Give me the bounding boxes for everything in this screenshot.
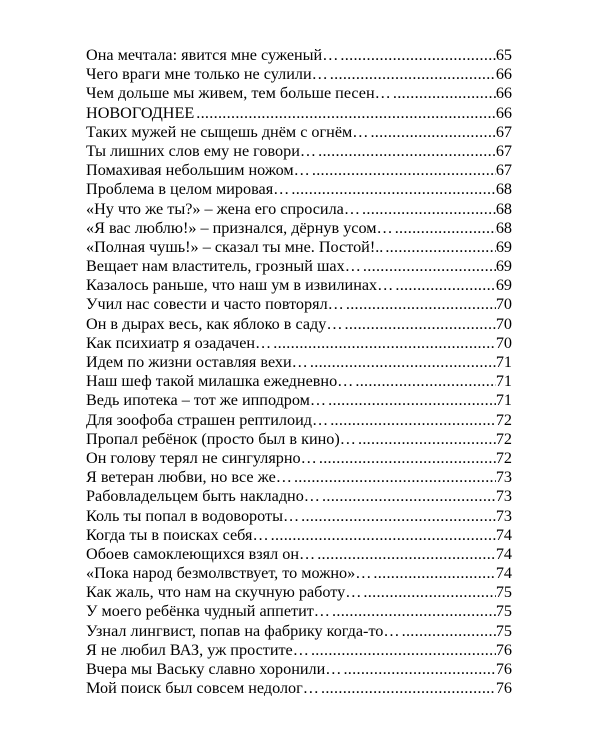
toc-entry-page-number: 66 (495, 84, 512, 103)
toc-entry-page-number: 74 (495, 564, 512, 583)
toc-entry (86, 430, 512, 449)
toc-dot-leader (346, 295, 496, 314)
toc-entry-page-number: 66 (495, 65, 512, 84)
toc-entry-title: Наш шеф такой милашка ежедневно… (86, 372, 354, 391)
toc-entry (86, 679, 512, 698)
toc-entry-page-number: 73 (495, 487, 512, 506)
toc-entry-page-number: 75 (495, 583, 512, 602)
toc-dot-leader (291, 180, 495, 199)
toc-entry (86, 526, 512, 545)
toc-dot-leader (271, 526, 496, 545)
toc-entry-page-number: 66 (495, 103, 512, 122)
toc-entry-title: Для зоофоба страшен рептилоид… (86, 410, 329, 429)
toc-dot-leader (373, 564, 495, 583)
toc-entry-title: Вчера мы Ваську славно хоронили… (86, 660, 342, 678)
toc-dot-leader (395, 219, 496, 238)
toc-dot-leader (363, 583, 495, 602)
toc-entry-page-number: 69 (495, 276, 512, 295)
toc-entry-page-number: 74 (495, 525, 512, 544)
toc-entry-title: Идем по жизни оставляя вехи… (86, 353, 308, 371)
toc-entry (86, 353, 512, 372)
toc-entry-title: Узнал лингвист, попав на фабрику когда-то… (86, 621, 400, 640)
toc-entry (86, 238, 512, 257)
toc-entry-page-number: 73 (495, 506, 512, 525)
toc-entry (86, 276, 512, 295)
toc-entry-page-number: 69 (495, 237, 512, 256)
toc-entry-title: Помахивая небольшим ножом… (86, 161, 310, 180)
toc-entry-title: Обоев самоклеющихся взял он… (86, 544, 316, 563)
toc-entry-title: Таких мужей не сыщешь днём с огнём… (86, 122, 369, 141)
toc-entry-title: Я ветеран любви, но все же… (86, 468, 292, 487)
toc-dot-leader (273, 334, 496, 353)
toc-dot-leader (395, 276, 495, 295)
toc-dot-leader (317, 545, 496, 564)
toc-entry-page-number: 76 (495, 679, 512, 698)
toc-entry-page-number: 68 (495, 199, 512, 218)
toc-entry (86, 545, 512, 564)
toc-entry-title: «Я вас люблю!» – признался, дёрнув усом… (86, 218, 393, 237)
toc-entry-page-number: 74 (495, 544, 512, 563)
toc-dot-leader (330, 65, 496, 84)
toc-entry-title: Как психиатр я озадачен… (86, 333, 272, 352)
toc-entry (86, 180, 512, 199)
toc-entry-title: Когда ты в поисках себя… (86, 525, 269, 544)
toc-entry (86, 142, 512, 161)
toc-entry (86, 449, 512, 468)
toc-entry-title: Вещает нам властитель, грозный шах… (86, 257, 361, 276)
toc-entry-page-number: 72 (495, 448, 512, 467)
toc-dot-leader (319, 449, 496, 468)
toc-entry (86, 65, 512, 84)
toc-entry (86, 468, 512, 487)
toc-dot-leader (332, 602, 496, 621)
toc-dot-leader (318, 142, 496, 161)
toc-entry (86, 46, 512, 65)
toc-entry-page-number: 68 (495, 180, 512, 199)
toc-entry-title: Казалось раньше, что наш ум в извилинах… (86, 276, 394, 295)
toc-entry (86, 84, 512, 103)
toc-entry-title: «Пока народ безмолвствует, то можно»… (86, 564, 372, 583)
toc-entry (86, 161, 512, 180)
toc-entry (86, 622, 512, 641)
toc-entry (86, 295, 512, 314)
toc-entry (86, 200, 512, 219)
toc-dot-leader (340, 46, 495, 65)
toc-entry-title: Коль ты попал в водовороты… (86, 506, 300, 525)
toc-entry-page-number: 70 (495, 295, 512, 314)
toc-entry (86, 660, 512, 679)
toc-entry-page-number: 71 (495, 372, 512, 391)
toc-entry (86, 564, 512, 583)
toc-dot-leader (312, 161, 496, 180)
toc-dot-leader (362, 200, 496, 219)
toc-entry (86, 487, 512, 506)
toc-entry-page-number: 69 (495, 257, 512, 276)
toc-dot-leader (343, 660, 495, 679)
toc-entry-title: Рабовладельцем быть накладно… (86, 487, 320, 506)
toc-entry (86, 641, 512, 660)
toc-dot-leader (328, 391, 496, 410)
toc-entry (86, 257, 512, 276)
toc-entry-page-number: 76 (495, 640, 512, 659)
toc-entry (86, 219, 512, 238)
toc-dot-leader (393, 84, 496, 103)
toc-dot-leader (330, 411, 496, 430)
toc-entry-title: Чем дольше мы живем, тем больше песен… (86, 84, 391, 103)
toc-entry-page-number: 67 (495, 122, 512, 141)
toc-entry-page-number: 67 (495, 161, 512, 180)
toc-entry (86, 334, 512, 353)
table-of-contents (86, 46, 512, 698)
toc-entry (86, 372, 512, 391)
toc-entry-title: Как жаль, что нам на скучную работу… (86, 583, 362, 602)
toc-entry-title: НОВОГОДНЕЕ (86, 103, 195, 122)
toc-dot-leader (385, 238, 495, 257)
toc-dot-leader (355, 372, 495, 391)
toc-entry-page-number: 76 (495, 660, 512, 678)
toc-entry (86, 583, 512, 602)
toc-entry-title: Он голову терял не сингулярно… (86, 448, 317, 467)
toc-entry-title: «Ну что же ты?» – жена его спросила… (86, 199, 361, 218)
toc-dot-leader (196, 104, 496, 123)
toc-dot-leader (310, 353, 496, 372)
toc-entry-title: Учил нас совести и часто повторял… (86, 295, 344, 314)
toc-entry-page-number: 65 (495, 46, 512, 64)
toc-dot-leader (363, 257, 496, 276)
toc-entry-title: Чего враги мне только не сулили… (86, 65, 328, 84)
toc-entry-page-number: 70 (495, 333, 512, 352)
toc-entry-title: Проблема в целом мировая… (86, 180, 290, 199)
toc-entry (86, 123, 512, 142)
toc-entry (86, 391, 512, 410)
toc-entry-page-number: 67 (495, 141, 512, 160)
toc-entry (86, 411, 512, 430)
toc-entry (86, 507, 512, 526)
toc-entry (86, 602, 512, 621)
toc-dot-leader (402, 622, 496, 641)
toc-entry-title: Я не любил ВАЗ, уж простите… (86, 640, 309, 659)
toc-entry-page-number: 75 (495, 621, 512, 640)
toc-entry-page-number: 70 (495, 314, 512, 333)
toc-entry-title: Пропал ребёнок (просто был в кино)… (86, 429, 356, 448)
toc-entry-page-number: 72 (495, 410, 512, 429)
toc-dot-leader (301, 507, 496, 526)
toc-dot-leader (322, 487, 496, 506)
toc-dot-leader (358, 430, 496, 449)
toc-dot-leader (311, 641, 496, 660)
toc-entry-title: Он в дырах весь, как яблоко в саду… (86, 314, 343, 333)
toc-entry-page-number: 71 (495, 353, 512, 371)
toc-entry-page-number: 72 (495, 429, 512, 448)
toc-entry-page-number: 73 (495, 468, 512, 487)
toc-entry-title: «Полная чушь!» – сказал ты мне. Постой!.. (86, 237, 384, 256)
toc-dot-leader (294, 468, 496, 487)
toc-entry-title: Ведь ипотека – тот же ипподром… (86, 391, 327, 410)
toc-entry (86, 315, 512, 334)
toc-entry (86, 104, 512, 123)
toc-entry-title: У моего ребёнка чудный аппетит… (86, 602, 330, 621)
toc-entry-title: Она мечтала: явится мне суженый… (86, 46, 339, 64)
toc-entry-page-number: 71 (495, 391, 512, 410)
toc-entry-title: Мой поиск был совсем недолог… (86, 679, 319, 698)
toc-dot-leader (370, 123, 495, 142)
toc-entry-page-number: 68 (495, 218, 512, 237)
toc-dot-leader (321, 679, 496, 698)
toc-entry-page-number: 75 (495, 602, 512, 621)
toc-dot-leader (345, 315, 496, 334)
toc-entry-title: Ты лишних слов ему не говори… (86, 141, 317, 160)
